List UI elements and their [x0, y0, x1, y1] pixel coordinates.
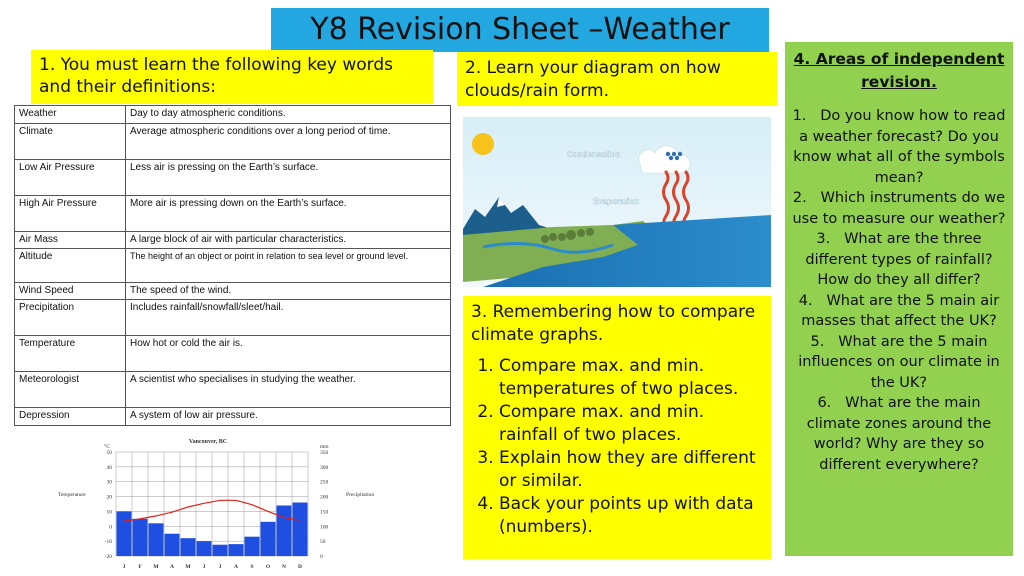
keyword-term: Temperature: [15, 336, 126, 372]
month-label: M: [153, 564, 159, 570]
keyword-definition: The height of an object or point in relation to sea level or ground level.: [126, 249, 451, 283]
independent-revision-heading: 4. Areas of independent revision.: [793, 50, 1005, 91]
temp-tick-label: -20: [104, 554, 112, 560]
month-label: A: [170, 564, 174, 570]
keyword-term: Precipitation: [15, 300, 126, 336]
table-row: [15, 232, 451, 249]
keyword-definition: A scientist who specialises in studying the weather.: [126, 372, 451, 408]
precip-bar: [293, 503, 308, 556]
independent-revision-box: [785, 42, 1013, 556]
table-row: [15, 160, 451, 196]
table-row: [15, 196, 451, 232]
keyword-definition: A large block of air with particular characteristics.: [126, 232, 451, 249]
list-item: 3. What are the three different types of rainfall? How do they all differ?: [805, 231, 993, 288]
precip-tick-label: 100: [320, 524, 329, 531]
temp-tick-label: 40: [106, 464, 112, 471]
temp-tick-label: 30: [106, 479, 112, 486]
list-item: 5. What are the 5 main influences on our climate in the UK?: [798, 333, 1000, 391]
precip-tick-label: 50: [320, 539, 326, 546]
keyword-definition: Average atmospheric conditions over a long period of time.: [126, 124, 451, 160]
precip-bar: [181, 538, 196, 556]
precip-tick-label: 350: [320, 450, 329, 456]
keyword-term: Depression: [15, 408, 126, 426]
page-title: Y8 Revision Sheet –Weather: [271, 8, 769, 52]
list-item: 1. Compare max. and min. temperatures of two places.: [499, 355, 763, 401]
climate-graphs-list: [471, 355, 763, 539]
month-label: J: [202, 564, 206, 570]
temp-tick-label: 0: [109, 524, 112, 531]
list-item: 4. What are the 5 main air masses that affect the UK?: [798, 292, 1000, 329]
precip-bar: [117, 511, 132, 556]
water-cycle-diagram: [463, 117, 771, 287]
precip-bar: [197, 541, 212, 556]
key-words-table: [14, 105, 451, 426]
keyword-definition: A system of low air pressure.: [126, 408, 451, 426]
list-item: 3. Explain how they are different or similar.: [499, 447, 763, 493]
temp-tick-label: 20: [106, 494, 112, 501]
diagram-heading: 2. Learn your diagram on how clouds/rain form.: [457, 52, 777, 106]
month-label: O: [265, 564, 271, 570]
month-label: N: [282, 564, 286, 570]
month-label: D: [298, 564, 302, 570]
temp-tick-label: -10: [104, 539, 112, 546]
precip-axis-label: Precipitation: [346, 492, 375, 498]
precip-bar: [261, 522, 276, 556]
precip-unit-label: mm: [320, 444, 329, 450]
keyword-term: Wind Speed: [15, 283, 126, 300]
precip-bar: [165, 534, 180, 556]
keyword-definition: Day to day atmospheric conditions.: [126, 106, 451, 124]
precip-tick-label: 0: [320, 554, 323, 560]
table-row: [15, 106, 451, 124]
keyword-definition: More air is pressing down on the Earth’s surface.: [126, 196, 451, 232]
month-label: A: [234, 564, 238, 570]
climate-graphs-heading: 3. Remembering how to compare climate graphs.: [471, 302, 756, 345]
evaporation-label: Evaporation: [593, 197, 640, 206]
temp-axis-label: Temperature: [58, 492, 86, 498]
precip-bar: [245, 537, 260, 556]
keyword-definition: Includes rainfall/snowfall/sleet/hail.: [126, 300, 451, 336]
precip-bar: [229, 544, 244, 556]
list-item: 6. What are the main climate zones around the world? Why are they so different everywhere?: [806, 395, 992, 473]
temp-tick-label: 50: [106, 450, 112, 456]
keyword-term: Weather: [15, 106, 126, 124]
chart-title: Vancouver, BC: [188, 439, 228, 445]
temp-unit-label: °C: [104, 444, 110, 450]
condensation-label: Condensation: [567, 150, 621, 159]
table-row: [15, 283, 451, 300]
precip-bar: [277, 505, 292, 556]
independent-revision-list: [791, 106, 1007, 475]
climate-graph: [56, 436, 375, 572]
keyword-term: High Air Pressure: [15, 196, 126, 232]
table-row: [15, 336, 451, 372]
month-label: F: [138, 564, 142, 570]
keyword-definition: Less air is pressing on the Earth’s surface.: [126, 160, 451, 196]
month-label: S: [250, 564, 254, 570]
sun-icon: [472, 133, 494, 155]
table-row: [15, 124, 451, 160]
keyword-term: Altitude: [15, 249, 126, 283]
keyword-term: Air Mass: [15, 232, 126, 249]
table-row: [15, 249, 451, 283]
precip-tick-label: 300: [320, 464, 329, 471]
keyword-term: Low Air Pressure: [15, 160, 126, 196]
list-item: 2. Compare max. and min. rainfall of two places.: [499, 401, 763, 447]
keyword-definition: How hot or cold the air is.: [126, 336, 451, 372]
key-words-heading: 1. You must learn the following key words and their definitions:: [31, 50, 433, 104]
table-row: [15, 408, 451, 426]
precip-bar: [213, 545, 228, 556]
month-label: J: [218, 564, 222, 570]
list-item: 4. Back your points up with data (numbers).: [499, 493, 763, 539]
keyword-term: Climate: [15, 124, 126, 160]
precip-tick-label: 250: [320, 479, 329, 486]
climate-graphs-box: [463, 296, 771, 559]
list-item: 2. Which instruments do we use to measure our weather?: [792, 190, 1006, 227]
table-row: [15, 300, 451, 336]
keyword-definition: The speed of the wind.: [126, 283, 451, 300]
month-label: J: [122, 564, 126, 570]
table-row: [15, 372, 451, 408]
precip-bar: [133, 519, 148, 556]
precip-tick-label: 150: [320, 509, 329, 516]
month-label: M: [185, 564, 191, 570]
precip-bar: [149, 523, 164, 556]
keyword-term: Meteorologist: [15, 372, 126, 408]
precip-tick-label: 200: [320, 494, 329, 501]
temp-tick-label: 10: [106, 509, 112, 516]
list-item: 1. Do you know how to read a weather forecast? Do you know what all of the symbols mean?: [792, 108, 1006, 186]
